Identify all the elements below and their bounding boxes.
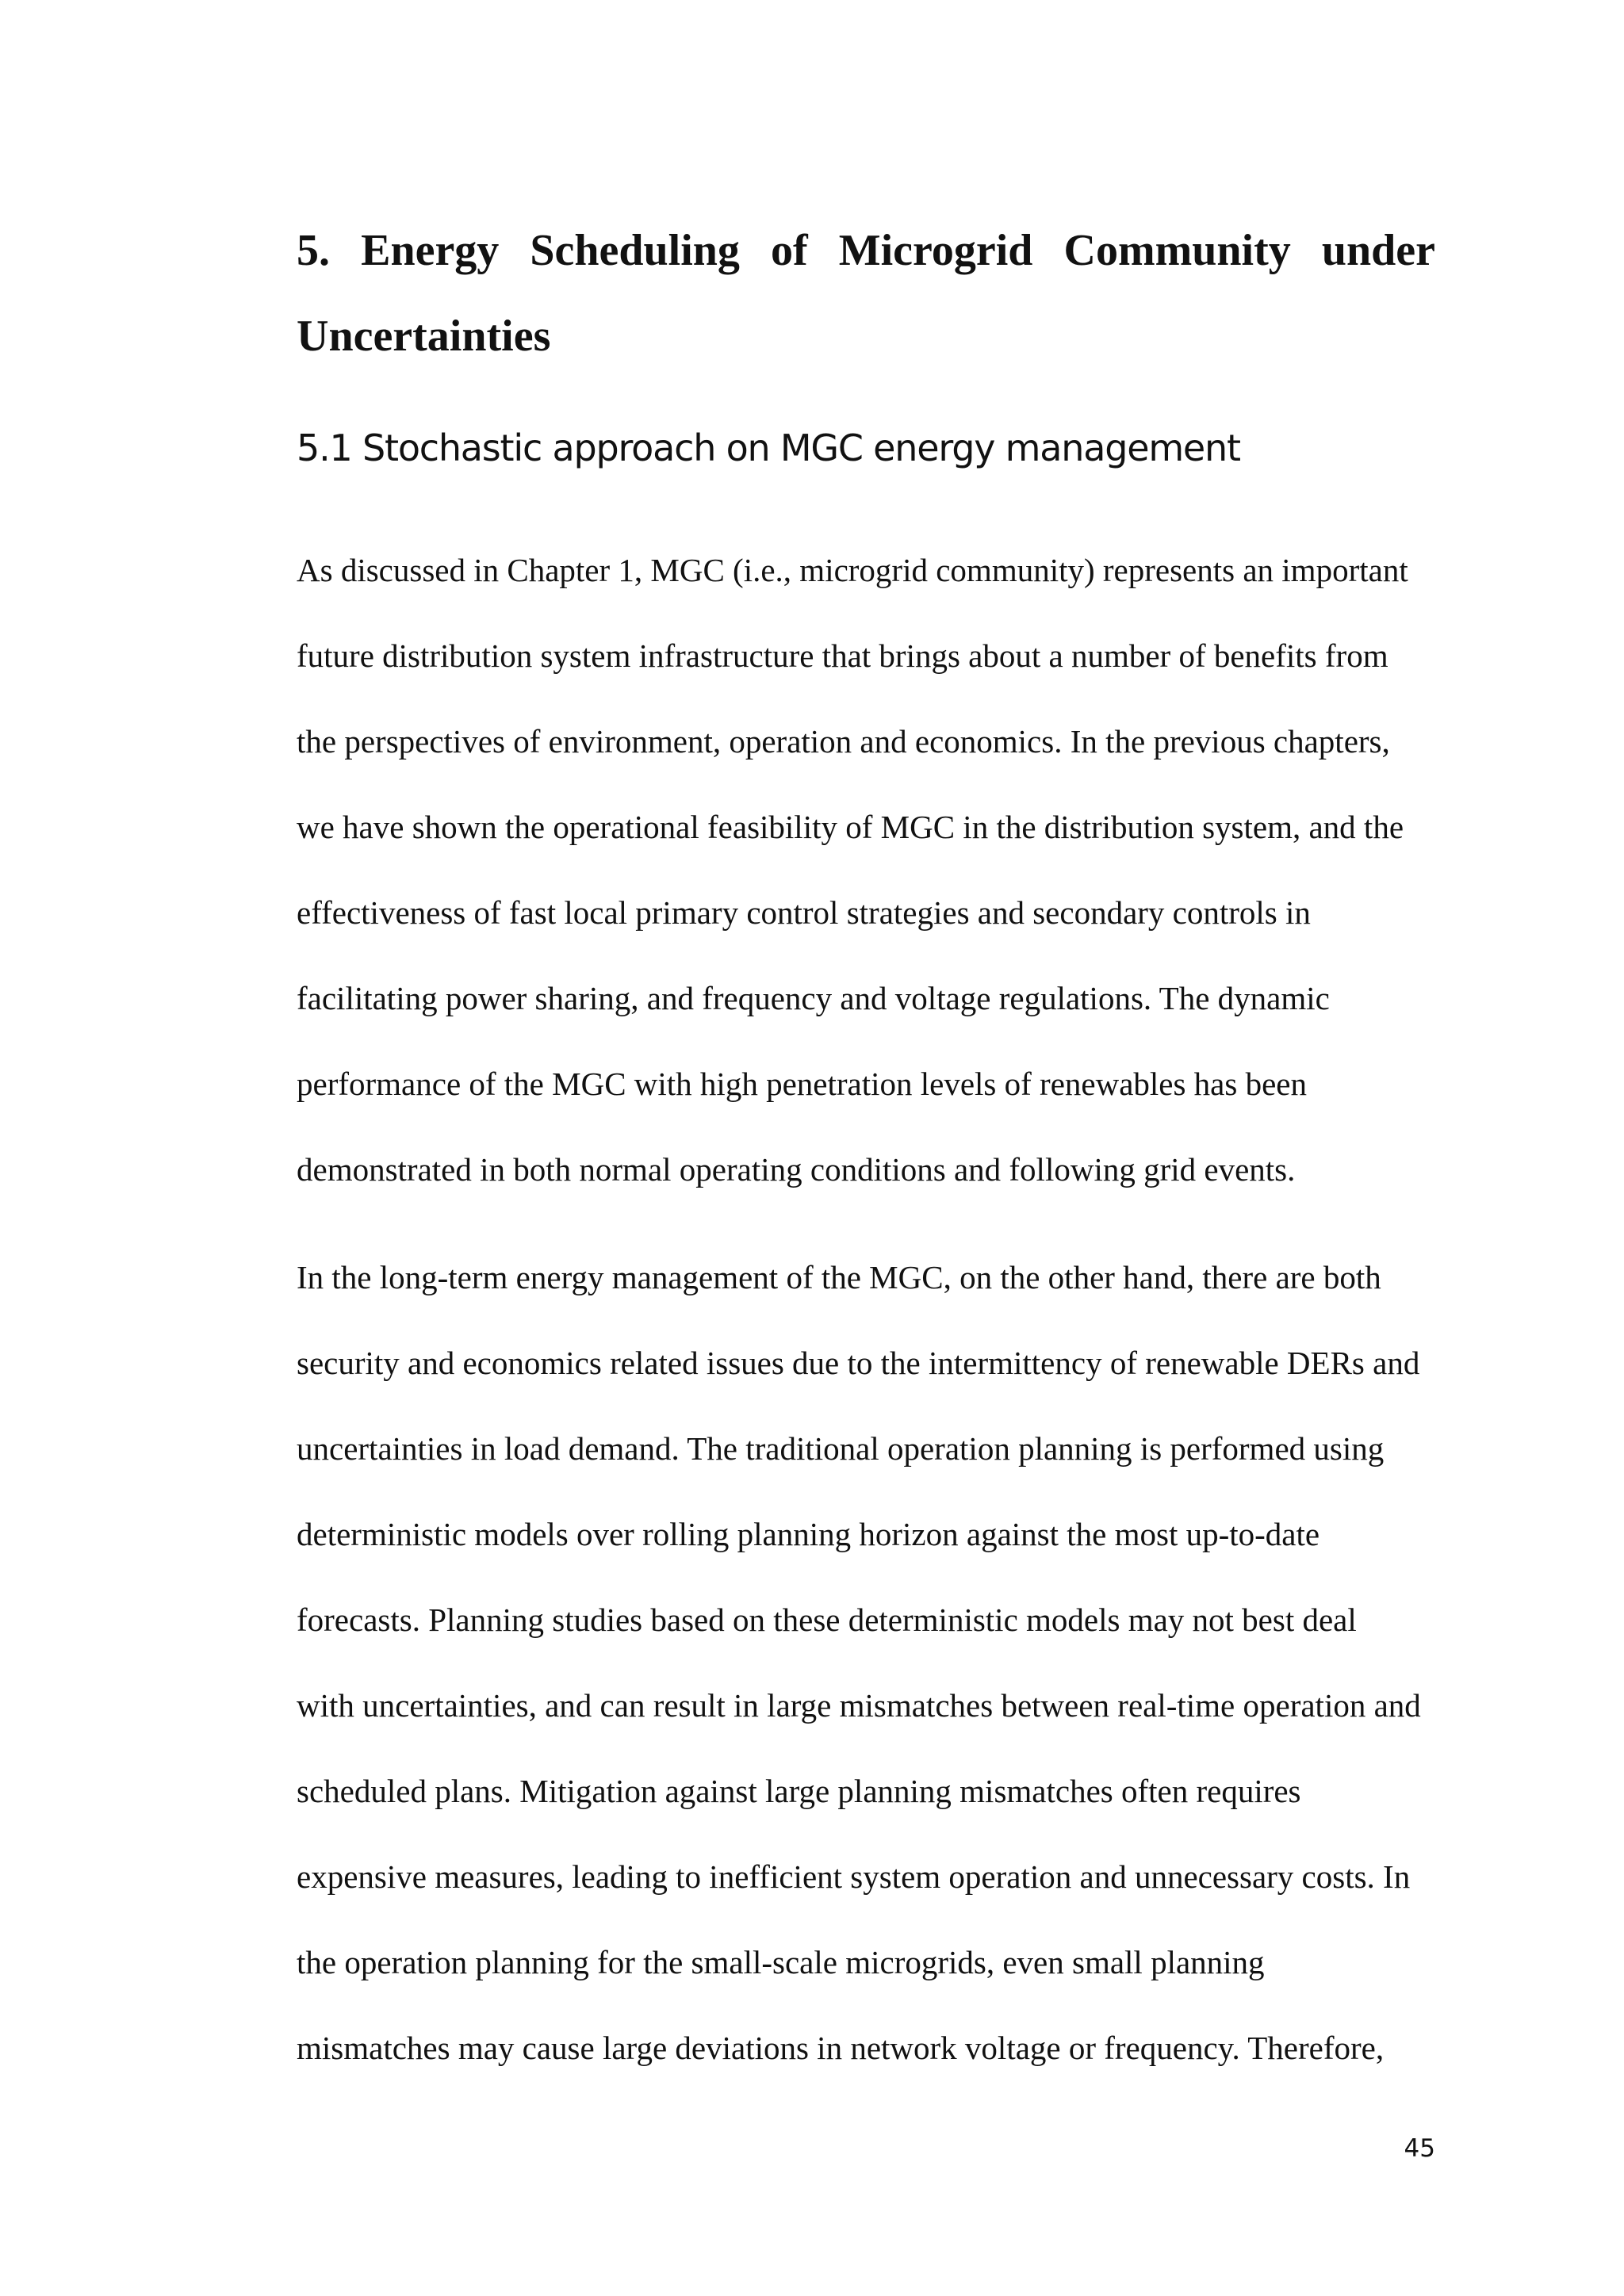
text-line: the perspectives of environment, operation and economics. In the previous chapters, bbox=[297, 723, 1390, 760]
text-line: In the long-term energy management of the MGC, on the other hand, there are both bbox=[297, 1259, 1381, 1295]
text-line: facilitating power sharing, and frequency and voltage regulations. The dynamic bbox=[297, 980, 1330, 1016]
page-number: 45 bbox=[1404, 2134, 1435, 2163]
text-line: mismatches may cause large deviations in network voltage or frequency. Therefore, bbox=[297, 2030, 1385, 2066]
body-paragraph-2 bbox=[297, 1234, 1421, 2091]
text-line: expensive measures, leading to inefficient system operation and unnecessary costs. In bbox=[297, 1858, 1411, 1895]
chapter-title: 5. Energy Scheduling of Microgrid Community under Uncertainties bbox=[297, 226, 1435, 361]
text-line: scheduled plans. Mitigation against large planning mismatches often requires bbox=[297, 1773, 1301, 1809]
text-line: deterministic models over rolling planning horizon against the most up-to-date bbox=[297, 1516, 1320, 1552]
body-paragraph-1 bbox=[297, 527, 1408, 1212]
text-line: As discussed in Chapter 1, MGC (i.e., microgrid community) represents an important bbox=[297, 552, 1408, 588]
text-line: uncertainties in load demand. The traditional operation planning is performed using bbox=[297, 1430, 1385, 1467]
text-line: future distribution system infrastructure that brings about a number of benefits from bbox=[297, 637, 1388, 674]
text-line: effectiveness of fast local primary control strategies and secondary controls in bbox=[297, 894, 1311, 931]
text-line: demonstrated in both normal operating conditions and following grid events. bbox=[297, 1151, 1296, 1188]
text-line: the operation planning for the small-scale microgrids, even small planning bbox=[297, 1944, 1265, 1980]
text-line: forecasts. Planning studies based on these deterministic models may not best deal bbox=[297, 1601, 1357, 1638]
text-line: security and economics related issues due to the intermittency of renewable DERs and bbox=[297, 1345, 1420, 1381]
text-line: we have shown the operational feasibility of MGC in the distribution system, and the bbox=[297, 809, 1404, 845]
text-line: with uncertainties, and can result in large mismatches between real-time operation and bbox=[297, 1687, 1421, 1724]
text-line: performance of the MGC with high penetration levels of renewables has been bbox=[297, 1066, 1307, 1102]
section-title: 5.1 Stochastic approach on MGC energy management bbox=[297, 427, 1240, 469]
